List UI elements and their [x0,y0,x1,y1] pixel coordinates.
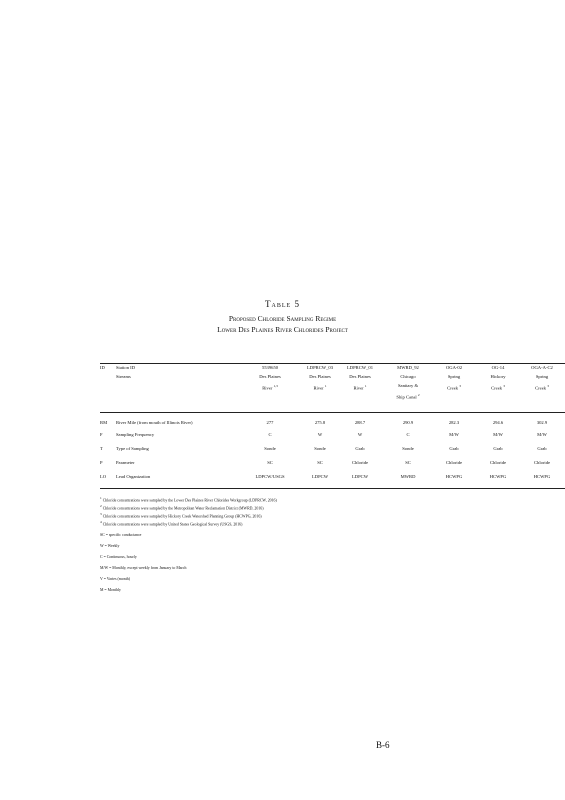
row-id: P [100,460,103,465]
row-value: LDPCW/USGS [255,474,285,479]
row-id: T [100,446,103,451]
row-value: M/W [449,432,459,437]
row-value: MWRD [400,474,416,479]
table-bottom-rule [100,488,565,489]
col-code: OGA-A-C2 [531,365,553,370]
row-value: HCWPG [489,474,507,479]
row-value: C [268,432,272,437]
row-value: Chloride [445,460,463,465]
row-value: M/W [493,432,503,437]
col-stream: Creek $^3$ [447,384,461,391]
legend-item: W = Weekly [100,544,120,548]
row-value: Grab [355,446,365,451]
row-label: Lead Organization [116,474,151,479]
row-id: LO [100,474,107,479]
col-stream: Spring [535,374,549,379]
col-stream: Sanitary & [397,383,419,388]
row-value: SC [317,460,323,465]
col-code: OG-14 [491,365,505,370]
col-stream: Des Plaines [259,374,281,379]
col-stream: Spring [447,374,461,379]
row-value: HCWPG [533,474,551,479]
header-station-id: Station ID [116,365,136,370]
row-value: 288.7 [354,420,366,425]
col-stream: Chicago [400,374,416,379]
col-stream: Creek $^3$ [535,384,549,391]
col-stream: River $^1$ [313,384,327,391]
row-value: 277 [266,420,274,425]
row-value: Sonde [264,446,276,451]
col-stream: Des Plaines [349,374,371,379]
row-label: Sampling Frequency [116,432,155,437]
row-value: 302.9 [536,420,548,425]
row-value: LDPCW [351,474,369,479]
col-stream: Creek $^3$ [491,384,505,391]
col-stream: River $^1$ [353,384,367,391]
col-stream: Ship Canal $^2$ [396,393,420,400]
footnote: 4 Chloride concentrations were sampled by United States Geological Survey (USGS, 2016) [100,520,243,527]
col-stream: Hickory [490,374,506,379]
col-code: 5539650 [261,365,279,370]
row-value: M/W [537,432,547,437]
legend-item: V = Varies (month) [100,577,131,581]
row-value: Sonde [314,446,326,451]
row-label: Type of Sampling [116,446,149,451]
table-header-rule [100,412,565,413]
row-value: 294.6 [492,420,504,425]
row-value: Grab [449,446,459,451]
row-value: Sonde [402,446,414,451]
row-value: Chloride [489,460,507,465]
footnote: 3 Chloride concentrations were sampled by Hickory Creek Watershed Planning Group (HCWPG, 2016) [100,512,262,519]
row-label: Parameter [116,460,135,465]
row-value: Grab [493,446,503,451]
row-value: SC [405,460,411,465]
header-streams: Streams [116,374,131,379]
col-stream: River $^{1,3}$ [262,384,278,391]
row-value: LDPCW [311,474,329,479]
table-number: Table 5 [265,299,300,309]
legend-item: M = Monthly [100,588,122,592]
row-value: SC [267,460,273,465]
footnote: 1 Chloride concentrations were sampled by the Lower Des Plaines River Chlorides Workgroup (LDPRCW, 2016) [100,496,277,503]
col-code: LDPRCW_03 [306,365,334,370]
row-value: W [357,432,363,437]
table-title: Proposed Chloride Sampling Regime [228,314,337,323]
row-value: HCWPG [445,474,463,479]
row-value: Chloride [533,460,551,465]
col-code: LDPRCW_01 [346,365,374,370]
row-value: 282.3 [448,420,460,425]
col-code: OGA-02 [445,365,463,370]
page-number: B-6 [376,740,390,750]
col-stream: Des Plaines [309,374,331,379]
legend-item: C = Continuous, hourly [100,555,137,559]
row-id: F [100,432,103,437]
row-value: Chloride [351,460,369,465]
row-id: RM [100,420,108,425]
row-value: 275.8 [314,420,326,425]
header-id: ID [100,365,105,370]
legend-item: SC = specific conductance [100,533,142,537]
table-top-rule [100,363,565,364]
table-subtitle: Lower Des Plaines River Chlorides Project [217,325,348,334]
row-value: C [406,432,410,437]
col-code: MWRD_92 [397,365,419,370]
row-label: River Mile (from mouth of Illinois River) [116,420,193,425]
row-value: Grab [537,446,547,451]
row-value: 290.9 [402,420,414,425]
legend-item: M/W = Monthly, except weekly from January to March [100,566,187,570]
row-value: W [317,432,323,437]
footnote: 2 Chloride concentrations were sampled by the Metropolitan Water Reclamation District (MWRD, 2016) [100,504,264,511]
